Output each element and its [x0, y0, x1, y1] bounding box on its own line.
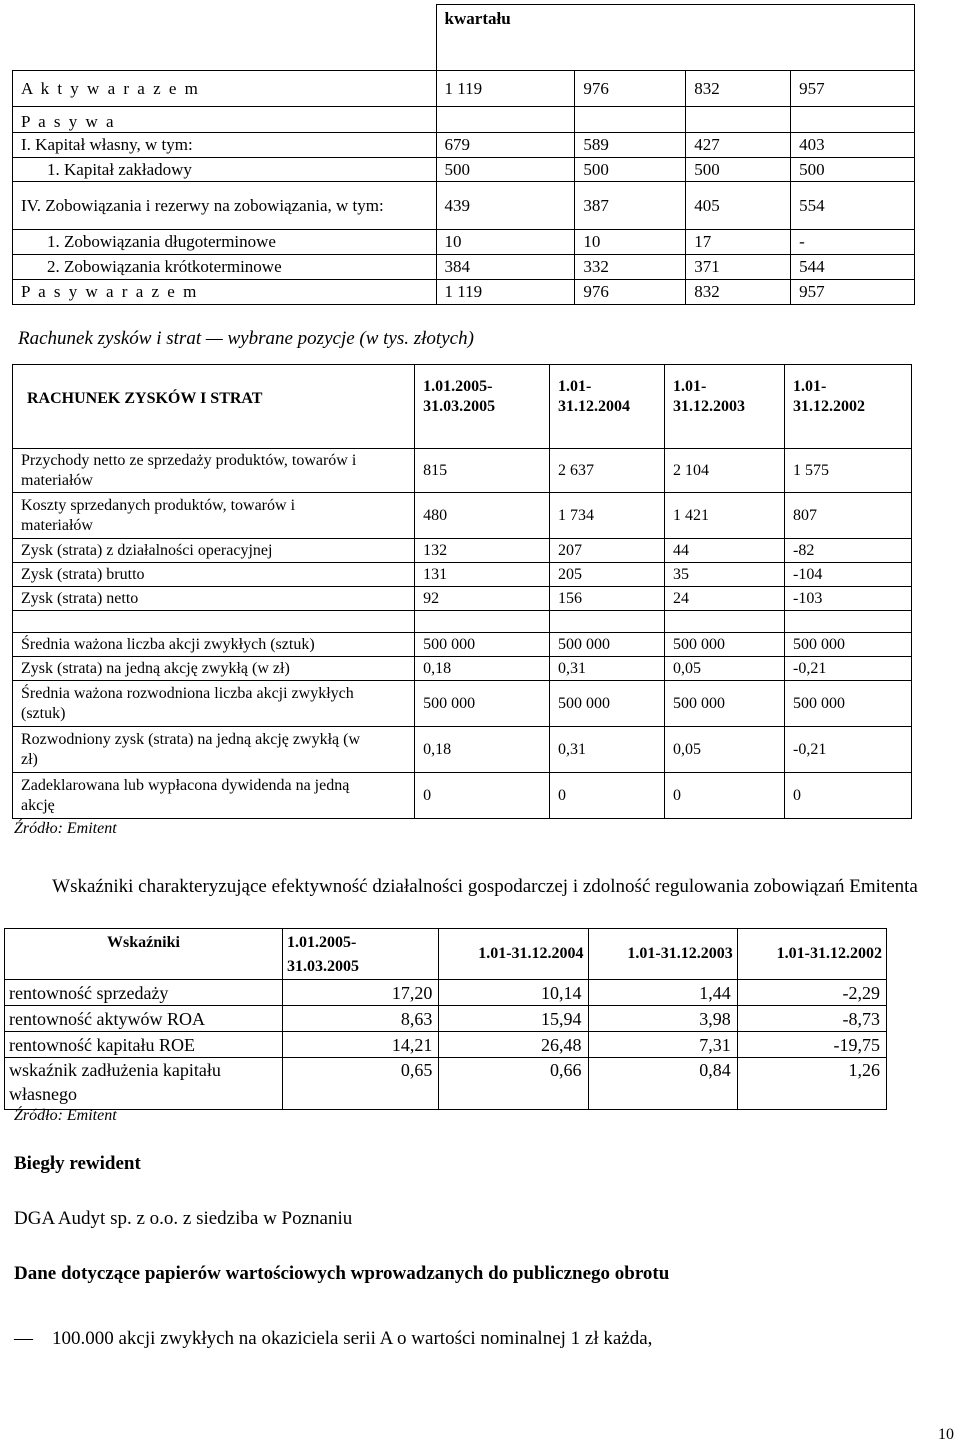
wskazniki-cell: 15,94: [439, 1006, 588, 1032]
pl-row-label: Zysk (strata) na jedną akcję zwykłą (w zł): [13, 657, 415, 681]
pl-cell: 24: [665, 587, 785, 611]
balance-cell: 1 119: [436, 71, 575, 107]
pl-cell: 2 104: [665, 449, 785, 493]
wskazniki-row-label: rentowność kapitału ROE: [5, 1032, 283, 1058]
pl-cell: 205: [550, 563, 665, 587]
pl-cell: 1 575: [785, 449, 912, 493]
wskazniki-cell: 1,44: [588, 980, 737, 1006]
wskazniki-cell: 26,48: [439, 1032, 588, 1058]
balance-row-label: 1. Kapitał zakładowy: [13, 158, 437, 182]
pl-cell: 0: [665, 773, 785, 819]
pl-cell: 131: [415, 563, 550, 587]
pl-cell: 2 637: [550, 449, 665, 493]
pl-cell: -82: [785, 539, 912, 563]
pl-header-label: RACHUNEK ZYSKÓW I STRAT: [13, 365, 415, 435]
pl-cell: 0,18: [415, 657, 550, 681]
pl-cell: -103: [785, 587, 912, 611]
pl-cell: 0,31: [550, 657, 665, 681]
page-number: 10: [938, 1426, 954, 1443]
balance-row-label: A k t y w a r a z e m: [13, 71, 437, 107]
pl-cell: 815: [415, 449, 550, 493]
balance-cell: 679: [436, 133, 575, 158]
balance-cell: 17: [686, 230, 791, 255]
wskazniki-row-label: rentowność sprzedaży: [5, 980, 283, 1006]
pl-row-label: Średnia ważona rozwodniona liczba akcji zwykłych (sztuk): [13, 681, 415, 727]
wskazniki-cell: 0,65: [282, 1058, 438, 1110]
pl-header-col: 1.01-31.12.2002: [785, 365, 912, 435]
pl-cell: 500 000: [550, 681, 665, 727]
pl-cell: 0,31: [550, 727, 665, 773]
balance-cell: 500: [686, 158, 791, 182]
wskazniki-cell: 8,63: [282, 1006, 438, 1032]
pl-cell: 0: [415, 773, 550, 819]
pl-cell: 1 421: [665, 493, 785, 539]
wskazniki-cell: 10,14: [439, 980, 588, 1006]
balance-row-label: P a s y w a r a z e m: [13, 280, 437, 305]
pl-cell: 207: [550, 539, 665, 563]
pl-cell: 0,18: [415, 727, 550, 773]
balance-cell: [686, 107, 791, 133]
balance-cell: 371: [686, 255, 791, 280]
pl-cell: 500 000: [785, 681, 912, 727]
balance-table: [12, 4, 915, 305]
pl-cell: 500 000: [665, 633, 785, 657]
pl-row-label: Średnia ważona liczba akcji zwykłych (sztuk): [13, 633, 415, 657]
securities-heading: Dane dotyczące papierów wartościowych wprowadzanych do publicznego obrotu: [14, 1263, 670, 1284]
pl-row-label: Rozwodniony zysk (strata) na jedną akcję zwykłą (w zł): [13, 727, 415, 773]
auditor-name: DGA Audyt sp. z o.o. z siedziba w Poznaniu: [14, 1208, 353, 1229]
pl-row-label: Koszty sprzedanych produktów, towarów i materiałów: [13, 493, 415, 539]
balance-cell: 957: [791, 280, 915, 305]
pl-header-col: 1.01-31.12.2004: [550, 365, 665, 435]
balance-cell: 976: [575, 280, 686, 305]
wskazniki-row-label: wskaźnik zadłużenia kapitału własnego: [5, 1058, 283, 1110]
balance-row-label: 2. Zobowiązania krótkoterminowe: [13, 255, 437, 280]
balance-cell: [791, 107, 915, 133]
wskazniki-cell: 0,84: [588, 1058, 737, 1110]
pl-source: Źródło: Emitent: [14, 820, 117, 837]
balance-cell: 10: [436, 230, 575, 255]
balance-cell: 832: [686, 280, 791, 305]
wskazniki-header-col: 1.01.2005-31.03.2005: [282, 929, 438, 980]
wskazniki-cell: 0,66: [439, 1058, 588, 1110]
pl-cell: 500 000: [785, 633, 912, 657]
pl-cell: 0: [550, 773, 665, 819]
wskazniki-cell: 14,21: [282, 1032, 438, 1058]
pl-cell: -0,21: [785, 727, 912, 773]
balance-cell: 976: [575, 71, 686, 107]
pl-cell: 807: [785, 493, 912, 539]
balance-cell: 832: [686, 71, 791, 107]
wskazniki-source: Źródło: Emitent: [14, 1107, 117, 1124]
pl-cell: 500 000: [415, 633, 550, 657]
bullet-text: 100.000 akcji zwykłych na okaziciela serii A o wartości nominalnej 1 zł każda,: [52, 1328, 653, 1349]
balance-cell: -: [791, 230, 915, 255]
pl-cell: 1 734: [550, 493, 665, 539]
balance-row-label: IV. Zobowiązania i rezerwy na zobowiązania, w tym:: [13, 182, 437, 230]
pl-cell: 0: [785, 773, 912, 819]
balance-cell: [436, 107, 575, 133]
wskazniki-header-label: Wskaźniki: [5, 929, 283, 980]
pl-table: [12, 364, 912, 819]
pl-cell: 44: [665, 539, 785, 563]
wskazniki-cell: 3,98: [588, 1006, 737, 1032]
pl-row-label: Zadeklarowana lub wypłacona dywidenda na jedną akcję: [13, 773, 415, 819]
balance-cell: 554: [791, 182, 915, 230]
pl-cell: 500 000: [550, 633, 665, 657]
pl-cell: 500 000: [665, 681, 785, 727]
pl-cell: 0,05: [665, 657, 785, 681]
wskazniki-table: [4, 928, 887, 1110]
pl-cell: 132: [415, 539, 550, 563]
balance-cell: 957: [791, 71, 915, 107]
wskazniki-cell: 7,31: [588, 1032, 737, 1058]
balance-cell: 384: [436, 255, 575, 280]
wskazniki-cell: -19,75: [737, 1032, 886, 1058]
pl-cell: 480: [415, 493, 550, 539]
balance-row-label: P a s y w a: [13, 107, 437, 133]
balance-cell: 10: [575, 230, 686, 255]
pl-cell: 500 000: [415, 681, 550, 727]
pl-cell: 35: [665, 563, 785, 587]
balance-cell: 544: [791, 255, 915, 280]
pl-row-label: Zysk (strata) netto: [13, 587, 415, 611]
balance-cell: 405: [686, 182, 791, 230]
balance-cell: 332: [575, 255, 686, 280]
balance-cell: 439: [436, 182, 575, 230]
wskazniki-title: Wskaźniki charakteryzujące efektywność działalności gospodarczej i zdolność regulowania zobowiązań Emitenta: [52, 876, 918, 897]
balance-header-top: kwartału: [436, 5, 914, 71]
balance-cell: 387: [575, 182, 686, 230]
balance-cell: [575, 107, 686, 133]
balance-cell: 589: [575, 133, 686, 158]
wskazniki-header-col: 1.01-31.12.2002: [737, 929, 886, 980]
balance-cell: 500: [575, 158, 686, 182]
wskazniki-header-col: 1.01-31.12.2003: [588, 929, 737, 980]
pl-cell: 156: [550, 587, 665, 611]
pl-row-label: Przychody netto ze sprzedaży produktów, towarów i materiałów: [13, 449, 415, 493]
balance-cell: 427: [686, 133, 791, 158]
bullet-dash-icon: —: [14, 1328, 33, 1349]
wskazniki-cell: 1,26: [737, 1058, 886, 1110]
balance-row-label: I. Kapitał własny, w tym:: [13, 133, 437, 158]
pl-cell: 92: [415, 587, 550, 611]
wskazniki-cell: -2,29: [737, 980, 886, 1006]
pl-row-label: Zysk (strata) z działalności operacyjnej: [13, 539, 415, 563]
pl-cell: -104: [785, 563, 912, 587]
balance-cell: 500: [436, 158, 575, 182]
pl-header-col: 1.01-31.12.2003: [665, 365, 785, 435]
wskazniki-cell: 17,20: [282, 980, 438, 1006]
wskazniki-row-label: rentowność aktywów ROA: [5, 1006, 283, 1032]
pl-section-title: Rachunek zysków i strat — wybrane pozycje (w tys. złotych): [18, 328, 474, 349]
wskazniki-cell: -8,73: [737, 1006, 886, 1032]
pl-header-col: 1.01.2005-31.03.2005: [415, 365, 550, 435]
pl-row-label: Zysk (strata) brutto: [13, 563, 415, 587]
wskazniki-header-col: 1.01-31.12.2004: [439, 929, 588, 980]
pl-cell: -0,21: [785, 657, 912, 681]
balance-cell: 500: [791, 158, 915, 182]
balance-cell: 1 119: [436, 280, 575, 305]
pl-cell: 0,05: [665, 727, 785, 773]
auditor-heading: Biegły rewident: [14, 1153, 141, 1174]
balance-row-label: 1. Zobowiązania długoterminowe: [13, 230, 437, 255]
balance-cell: 403: [791, 133, 915, 158]
